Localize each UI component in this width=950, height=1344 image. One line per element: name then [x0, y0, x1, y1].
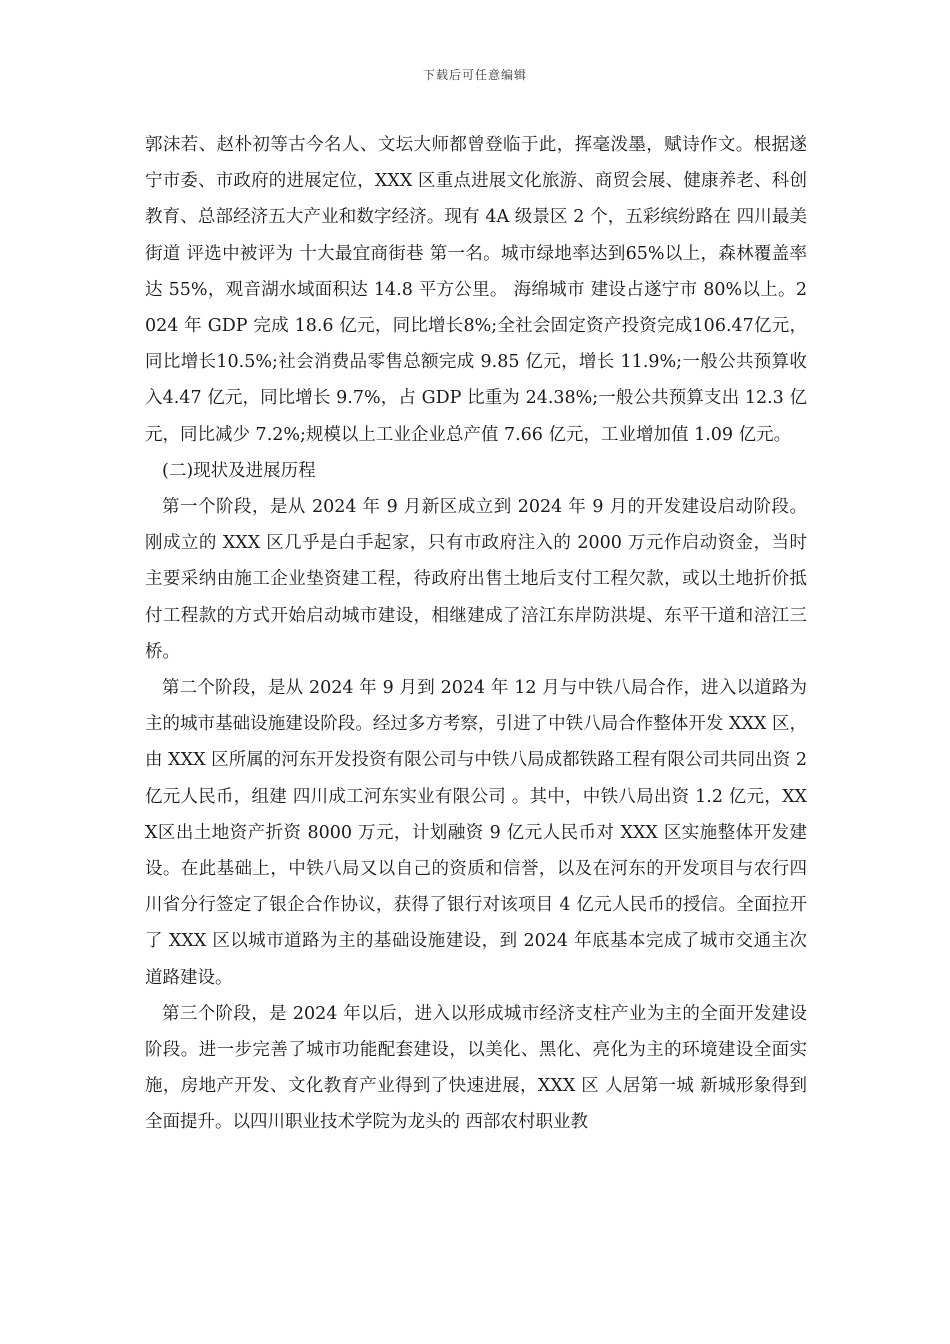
document-body — [145, 127, 807, 1141]
paragraph-city-overview: 郭沫若、赵朴初等古今名人、文坛大师都曾登临于此，挥毫泼墨，赋诗作文。根据遂宁市委、市政府的进展定位，XXX 区重点进展文化旅游、商贸会展、健康养老、科创教育、总部经济五大产业和数字经济。现有 4A 级景区 2 个，五彩缤纷路在 四川最美街道 评选中被评为 十大最宜商街巷 第一名。城市绿地率达到65%以上，森林覆盖率达 55%，观音湖水域面积达 14.8 平方公里。 海绵城市 建设占遂宁市 80%以上。2024 年 GDP 完成 18.6 亿元，同比增长8%;全社会固定资产投资完成106.47亿元，同比增长10.5%;社会消费品零售总额完成 9.85 亿元，增长 11.9%;一般公共预算收入4.47 亿元，同比增长 9.7%，占 GDP 比重为 24.38%;一般公共预算支出 12.3 亿元，同比减少 7.2%;规模以上工业企业总产值 7.66 亿元，工业增加值 1.09 亿元。 — [145, 135, 807, 445]
paragraph-stage-three: 第三个阶段，是 2024 年以后，进入以形成城市经济支柱产业为主的全面开发建设阶段。进一步完善了城市功能配套建设，以美化、黑化、亮化为主的环境建设全面实施，房地产开发、文化教育产业得到了快速进展，XXX 区 人居第一城 新城形象得到全面提升。以四川职业技术学院为龙头的 西部农村职业教 — [145, 1003, 807, 1133]
page-header: 下载后可任意编辑 — [422, 68, 527, 82]
paragraph-stage-two: 第二个阶段，是从 2024 年 9 月到 2024 年 12 月与中铁八局合作，进入以道路为主的城市基础设施建设阶段。经过多方考察，引进了中铁八局合作整体开发 XXX 区，由 XXX 区所属的河东开发投资有限公司与中铁八局成都铁路工程有限公司共同出资 2 亿元人民币，组建 四川成工河东实业有限公司 。其中，中铁八局出资 1.2 亿元，XXX区出土地资产折资 8000 万元，计划融资 9 亿元人民币对 XXX 区实施整体开发建设。在此基础上，中铁八局又以自己的资质和信誉，以及在河东的开发项目与农行四川省分行签定了银企合作协议，获得了银行对该项目 4 亿元人民币的授信。全面拉开了 XXX 区以城市道路为主的基础设施建设，到 2024 年底基本完成了城市交通主次道路建设。 — [145, 678, 807, 988]
paragraph-stage-one: 第一个阶段，是从 2024 年 9 月新区成立到 2024 年 9 月的开发建设启动阶段。刚成立的 XXX 区几乎是白手起家，只有市政府注入的 2000 万元作启动资金，当时主要采纳由施工企业垫资建工程，待政府出售土地后支付工程欠款，或以土地折价抵付工程款的方式开始启动城市建设，相继建成了涪江东岸防洪堤、东平干道和涪江三桥。 — [145, 497, 807, 662]
section-heading-status-history: (二)现状及进展历程 — [162, 460, 316, 481]
